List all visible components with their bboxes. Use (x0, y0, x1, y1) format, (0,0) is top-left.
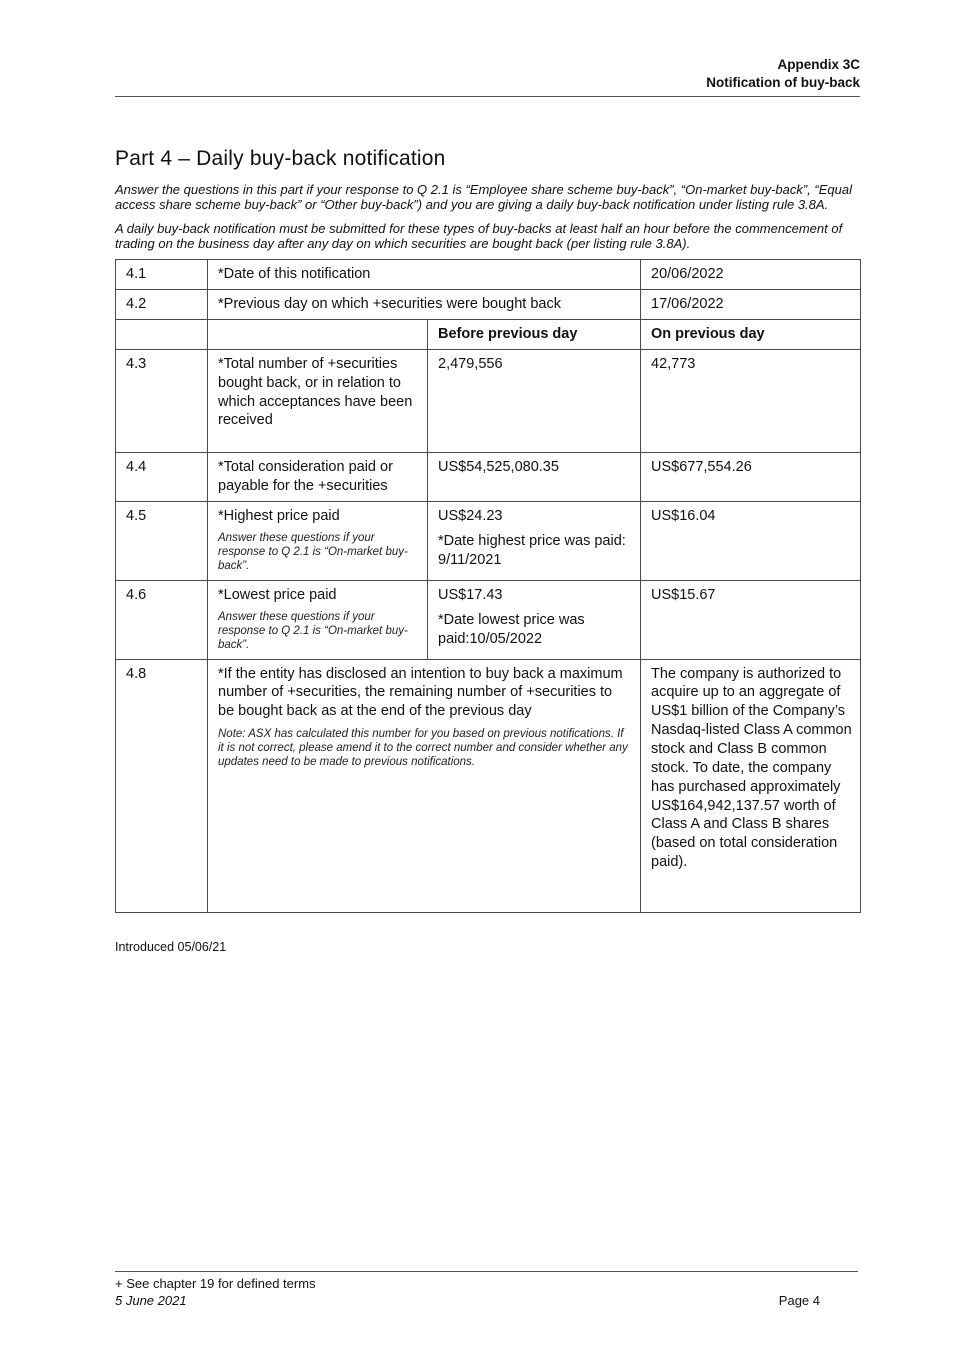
highest-price-value: US$24.23 (438, 507, 503, 524)
part-title: Part 4 – Daily buy-back notification (115, 147, 446, 171)
answer-previous-buyback-day: 17/06/2022 (641, 290, 861, 320)
question-label: *Date of this notification (208, 260, 641, 290)
lowest-price-value: US$17.43 (438, 586, 503, 603)
intro-paragraph-1: Answer the questions in this part if your response to Q 2.1 is “Employee share scheme buy-back”, “On-market buy-back”, “Equal access share scheme buy-back” or “Other buy-back”) and you are giving a daily buy-back notification under listing rule 3.8A. (115, 182, 852, 213)
highest-price-date: *Date highest price was paid: 9/11/2021 (438, 533, 626, 569)
question-note: Answer these questions if your response to Q 2.1 is “On-market buy-back”. (218, 532, 408, 573)
question-label (208, 659, 641, 912)
table-row-4-8 (116, 659, 861, 912)
column-header-before-previous-day: Before previous day (428, 320, 641, 350)
page-footer (115, 1271, 858, 1310)
question-label: *Previous day on which +securities were bought back (208, 290, 641, 320)
question-label-text: *Highest price paid (218, 507, 340, 524)
column-header-on-previous-day: On previous day (641, 320, 861, 350)
introduced-note: Introduced 05/06/21 (115, 939, 227, 954)
answer-date-of-notification: 20/06/2022 (641, 260, 861, 290)
asx-note: Note: ASX has calculated this number for you based on previous notifications. If it is not correct, please amend it to the correct number and consider whether any updates need to be made to previous notifications. (218, 728, 628, 768)
footer-date: 5 June 2021 (115, 1293, 187, 1309)
answer-total-securities-before: 2,479,556 (428, 349, 641, 452)
table-row-4-3 (116, 349, 861, 452)
header-appendix-label: Appendix 3C (777, 57, 860, 72)
empty-cell (208, 320, 428, 350)
question-label (208, 580, 428, 659)
question-label (208, 501, 428, 580)
question-label-text: *Lowest price paid (218, 586, 337, 603)
lowest-price-date: *Date lowest price was paid:10/05/2022 (438, 612, 585, 648)
answer-remaining-securities: The company is authorized to acquire up to an aggregate of US$1 billion of the Company’s Nasdaq-listed Class A common stock and Class B common stock. To date, the company has purchased approximately US$164,942,137.57 worth of Class A and Class B shares (based on total consideration paid). (641, 659, 861, 912)
table-row-4-2 (116, 290, 861, 320)
question-number: 4.6 (116, 580, 208, 659)
answer-lowest-price-on: US$15.67 (641, 580, 861, 659)
question-note: Answer these questions if your response to Q 2.1 is “On-market buy-back”. (218, 611, 408, 652)
footer-defined-terms: + See chapter 19 for defined terms (115, 1276, 316, 1291)
document-header (115, 0, 860, 91)
question-number: 4.5 (116, 501, 208, 580)
answer-total-securities-on: 42,773 (641, 349, 861, 452)
answer-total-consideration-before: US$54,525,080.35 (428, 452, 641, 501)
page-number: Page 4 (778, 1293, 820, 1309)
table-row-4-1 (116, 260, 861, 290)
answer-lowest-price-before (428, 580, 641, 659)
header-form-title: Notification of buy-back (706, 74, 860, 90)
question-label-text: *If the entity has disclosed an intention to buy back a maximum number of +securities, the remaining number of +securities to be bought back as at the end of the previous day (218, 665, 623, 720)
table-row-4-4 (116, 452, 861, 501)
table-row-4-6 (116, 580, 861, 659)
intro-paragraph-2: A daily buy-back notification must be submitted for these types of buy-backs at least half an hour before the commencement of trading on the business day after any day on which securities are bought back (per listing rule 3.8A). (115, 220, 843, 252)
answer-highest-price-before (428, 501, 641, 580)
header-rule (115, 96, 860, 97)
answer-total-consideration-on: US$677,554.26 (641, 452, 861, 501)
empty-cell (116, 320, 208, 350)
question-number: 4.2 (116, 290, 208, 320)
question-number: 4.1 (116, 260, 208, 290)
question-number: 4.3 (116, 349, 208, 452)
question-number: 4.8 (116, 659, 208, 912)
answer-highest-price-on: US$16.04 (641, 501, 861, 580)
page-content (115, 0, 860, 954)
question-number: 4.4 (116, 452, 208, 501)
table-column-header-row (116, 320, 861, 350)
table-row-4-5 (116, 501, 861, 580)
question-label: *Total consideration paid or payable for the +securities (208, 452, 428, 501)
footer-row (115, 1293, 858, 1309)
question-label: *Total number of +securities bought back, or in relation to which acceptances have been received (208, 349, 428, 452)
buyback-notification-table (115, 259, 861, 912)
